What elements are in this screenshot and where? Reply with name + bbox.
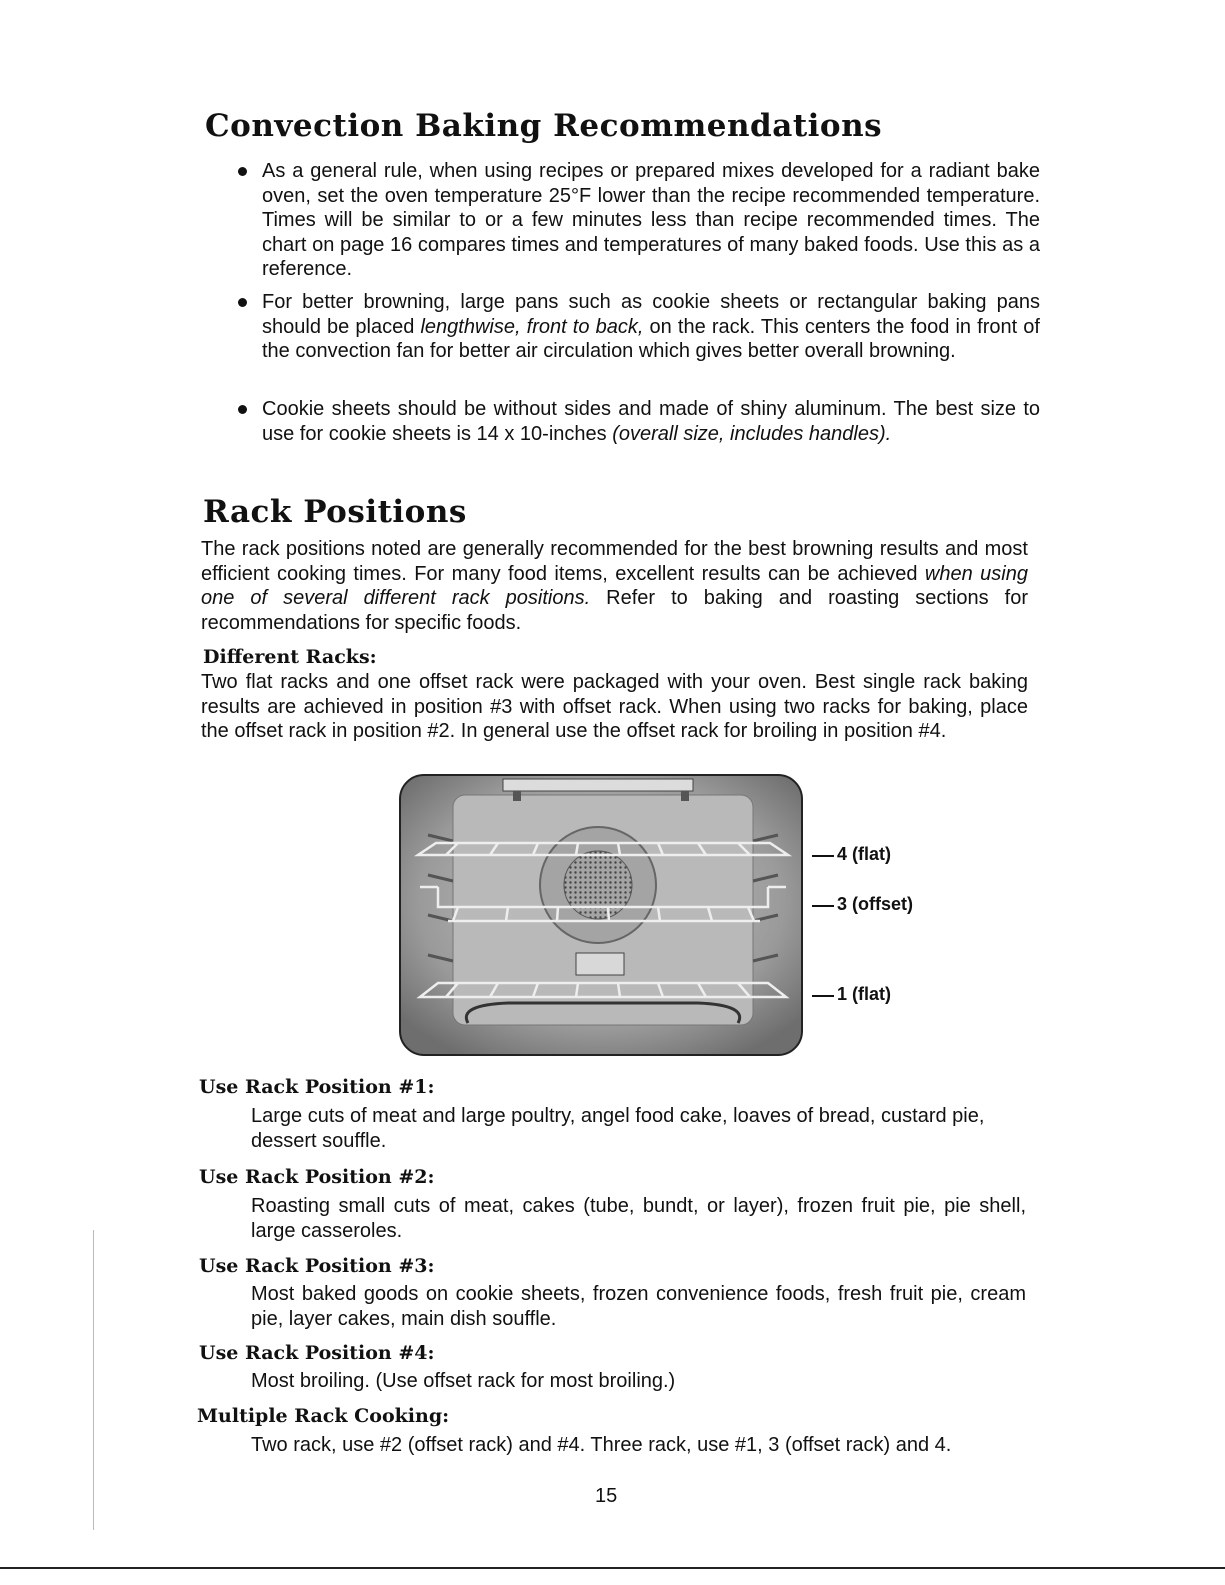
bullet-item — [238, 159, 1040, 282]
oven-interior-drawing — [398, 765, 808, 1057]
bullet-text-part: Cookie sheets should be without sides and made of shiny aluminum. The best size to use for cookie sheets is 14 x 10-inches — [262, 398, 1040, 445]
multiple-rack-text: Two rack, use #2 (offset rack) and #4. Three rack, use #1, 3 (offset rack) and 4. — [251, 1434, 952, 1456]
rack1-label: 1 (flat) — [837, 984, 891, 1004]
bullet-dot-icon — [238, 405, 247, 414]
bullet-text-italic: lengthwise, front to back, — [420, 315, 644, 338]
rack4-leader-line — [812, 855, 834, 857]
bullet-text-part: on the rack. This centers the food in front of the convection fan for better air circulation which gives better overall browning. — [262, 315, 1040, 363]
bullet-item — [238, 290, 1040, 364]
intro-italic: when using one of several different rack positions. — [201, 562, 1028, 610]
convection-heading: Convection Baking Recommendations — [205, 108, 883, 144]
rack-position-1-text: Large cuts of meat and large poultry, angel food cake, loaves of bread, custard pie, dessert souffle. — [251, 1105, 985, 1152]
rack1-leader-line — [812, 995, 834, 997]
rack-position-3-heading: Use Rack Position #3: — [199, 1255, 435, 1277]
oven-rack-illustration — [398, 765, 808, 1057]
bullet-text — [262, 290, 1040, 364]
multiple-rack-heading: Multiple Rack Cooking: — [197, 1405, 450, 1427]
intro-part: Refer to baking and roasting sections for recommendations for specific foods. — [201, 587, 1028, 634]
bullet-dot-icon — [238, 298, 247, 307]
rack-position-4-text: Most broiling. (Use offset rack for most broiling.) — [251, 1370, 676, 1392]
bullet-item — [238, 397, 1040, 446]
different-racks-paragraph: Two flat racks and one offset rack were packaged with your oven. Best single rack baking results are achieved in position #3 with offset rack. When using two racks for baking, place the offset rack in position #2. In general use the offset rack for broiling in position #4. — [201, 671, 1028, 743]
bullet-text — [262, 397, 1040, 446]
different-racks-heading: Different Racks: — [203, 646, 377, 668]
rack-positions-heading: Rack Positions — [203, 494, 467, 530]
rack-position-2-heading: Use Rack Position #2: — [199, 1166, 435, 1188]
rack-position-1-heading: Use Rack Position #1: — [199, 1076, 435, 1098]
bullet-text-italic: (overall size, includes handles). — [612, 422, 892, 445]
bullet-dot-icon — [238, 167, 247, 176]
rack-position-2-text: Roasting small cuts of meat, cakes (tube, bundt, or layer), frozen fruit pie, pie shell, large casseroles. — [251, 1195, 1026, 1242]
page-number: 15 — [595, 1485, 618, 1507]
rack3-leader-line — [812, 905, 834, 907]
bullet-text: As a general rule, when using recipes or prepared mixes developed for a radiant bake oven, set the oven temperature 25°F lower than the recipe recommended temperature. Times will be similar to or a few minutes less than recipe recommended times. The chart on page 16 compares times and temperatures of many baked foods. Use this as a reference. — [262, 160, 1040, 281]
scan-margin-line — [93, 1230, 94, 1530]
rack-position-3-text: Most baked goods on cookie sheets, frozen convenience foods, fresh fruit pie, cream pie, layer cakes, main dish souffle. — [251, 1283, 1026, 1330]
rack3-label: 3 (offset) — [837, 894, 913, 914]
bullet-text-part: For better browning, large pans such as cookie sheets or rectangular baking pans should be placed — [262, 291, 1040, 338]
intro-part: The rack positions noted are generally recommended for the best browning results and most efficient cooking times. For many food items, excellent results can be achieved — [201, 538, 1028, 585]
rack-position-4-heading: Use Rack Position #4: — [199, 1342, 435, 1364]
rack4-label: 4 (flat) — [837, 844, 891, 864]
scan-bottom-edge — [0, 1567, 1225, 1569]
rack-intro-paragraph — [201, 537, 1028, 635]
